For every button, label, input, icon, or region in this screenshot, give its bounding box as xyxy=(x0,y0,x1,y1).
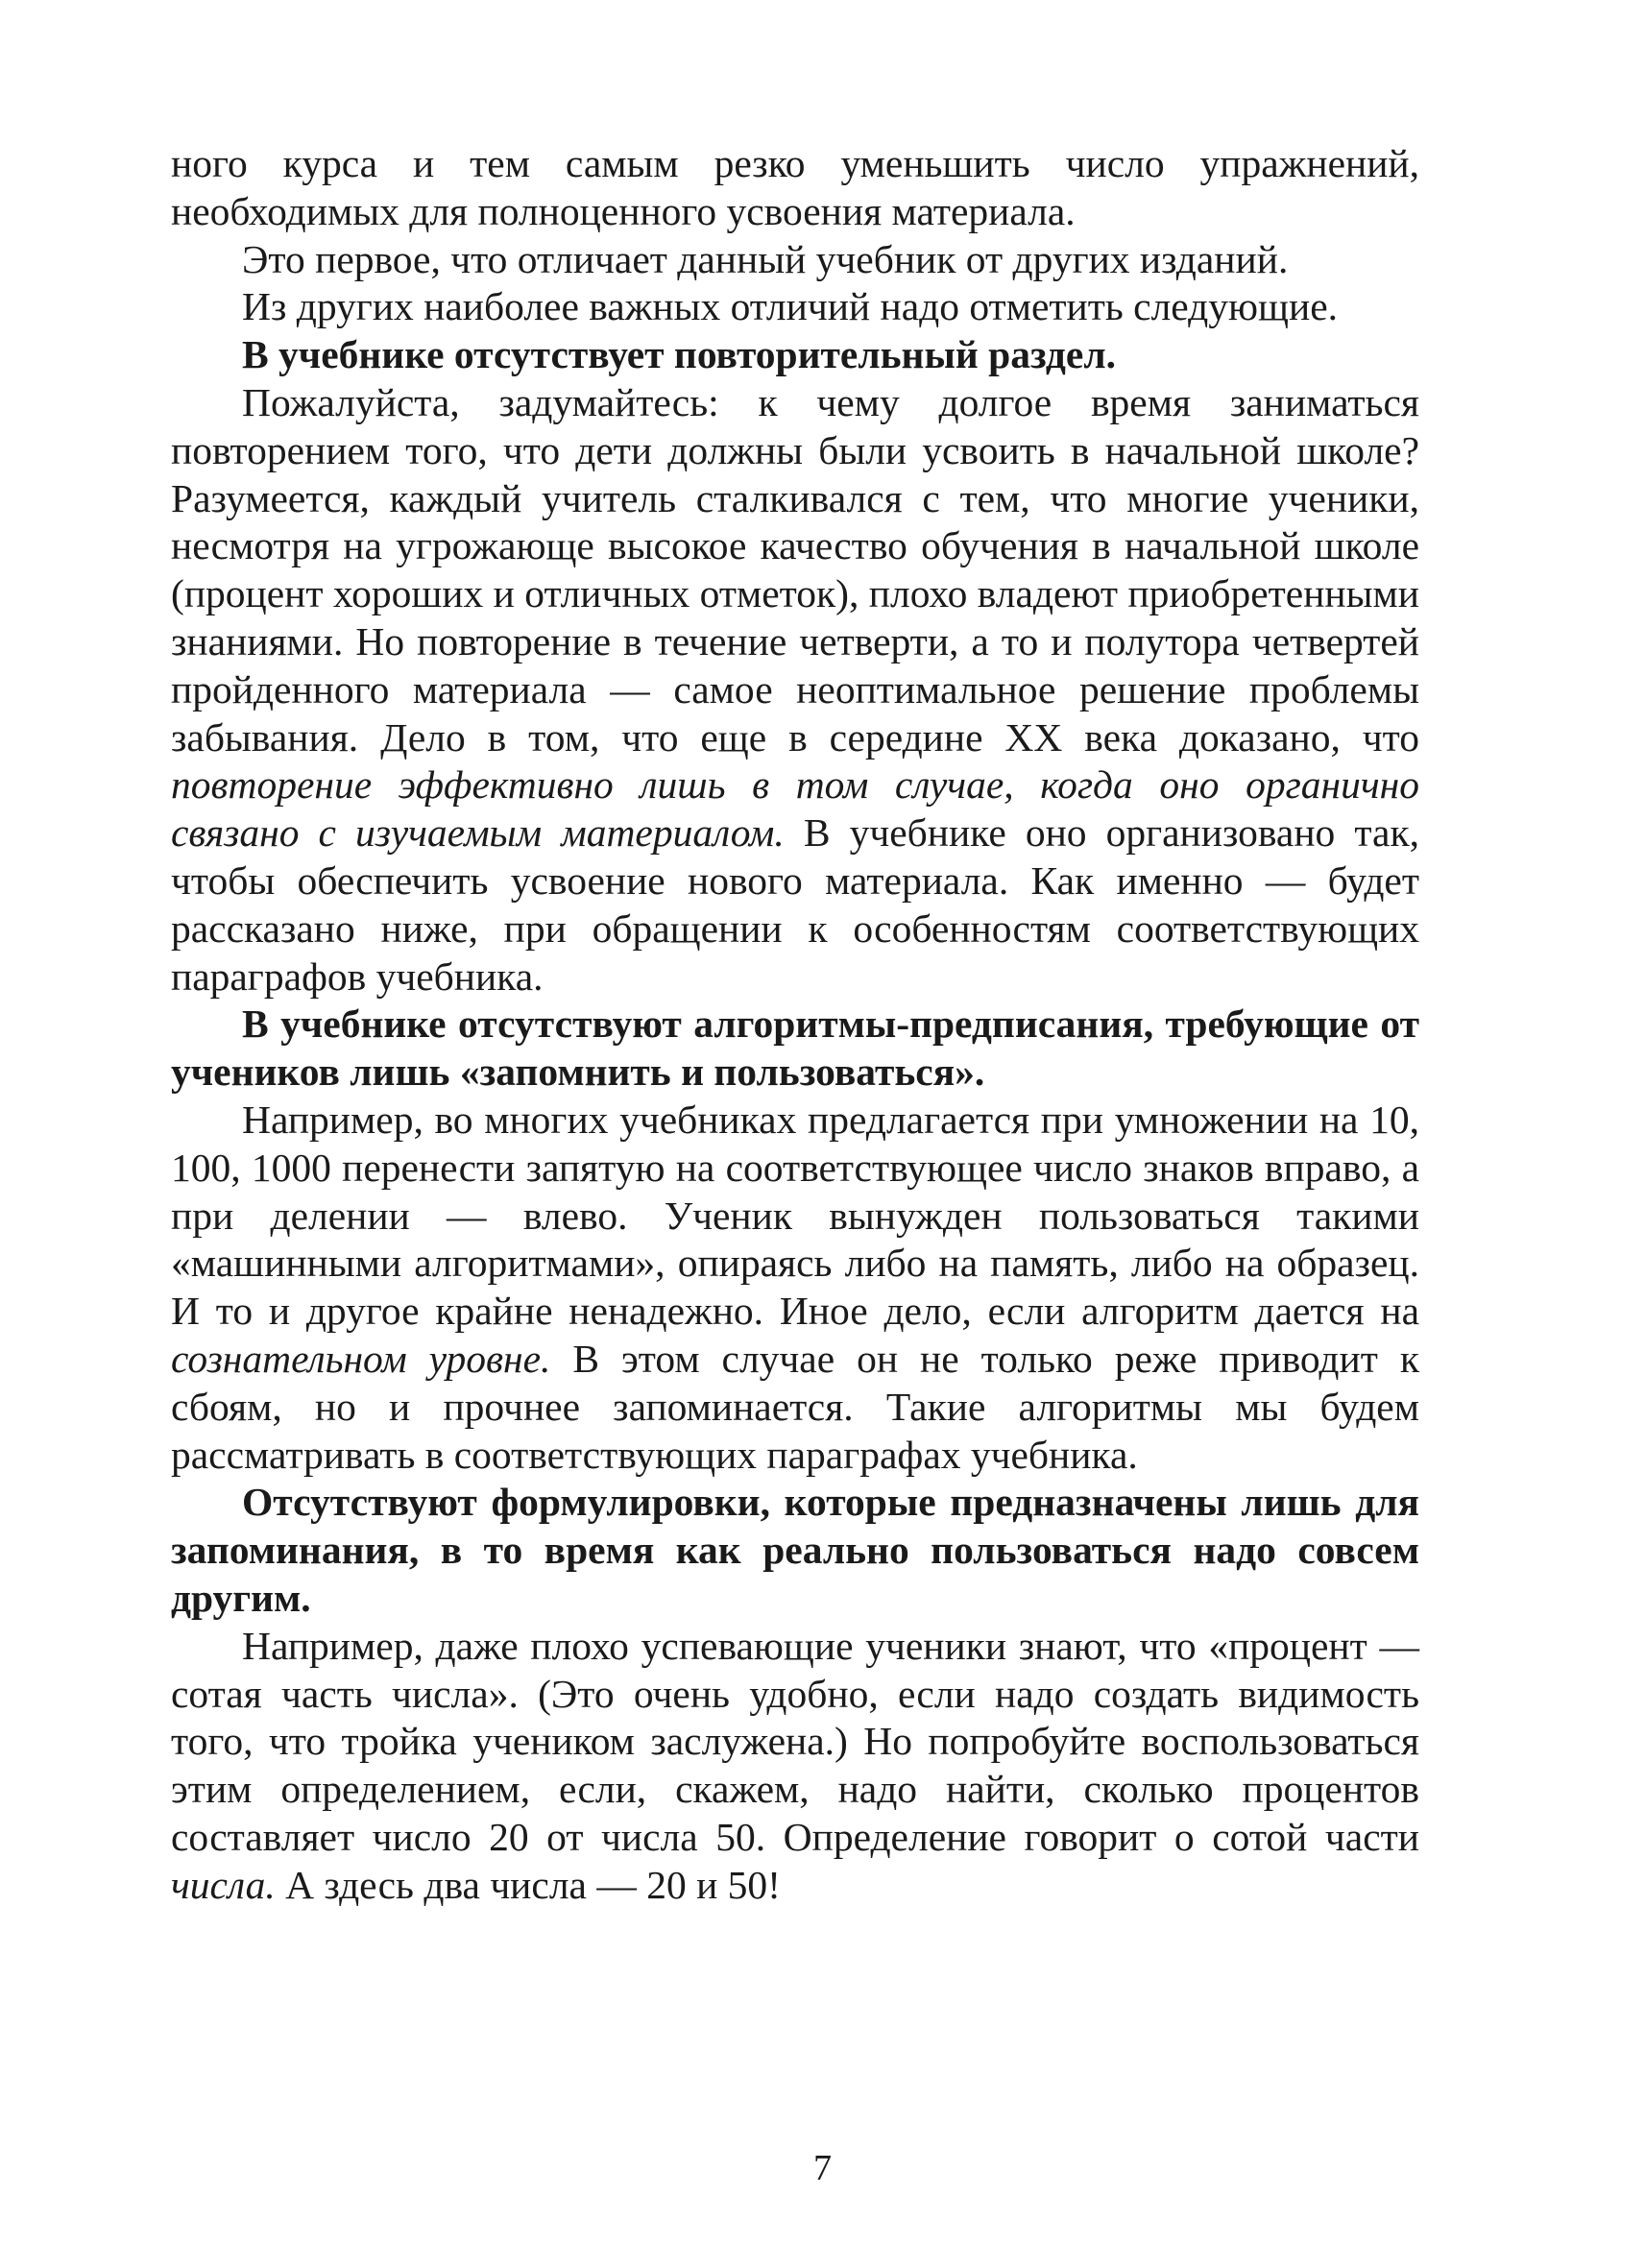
paragraph-6-text: В учебнике отсутствуют алгоритмы-предписания, требующие от учеников лишь «запомнить и пользоваться». xyxy=(171,1001,1419,1095)
paragraph-1-text: ного курса и тем самым резко уменьшить число упражнений, необходимых для полноценного усвоения материала. xyxy=(171,141,1419,233)
paragraph-3 xyxy=(171,283,1419,331)
paragraph-9-text-italic: числа. xyxy=(171,1862,276,1907)
paragraph-5-text-italic: повторение эффективно лишь в том случае, когда оно органично связано с изучаемым материалом. xyxy=(171,762,1419,856)
paragraph-9-text-a: Например, даже плохо успевающие ученики знают, что «процент — сотая часть числа». (Это очень удобно, если надо создать видимость того, что тройка учеником заслужена.) Но попробуйте воспользоваться этим определением, если, скажем, надо найти, сколько процентов составляет число 20 от числа 50. Определение говорит о сотой части xyxy=(171,1623,1419,1859)
page-number: 7 xyxy=(813,2148,832,2188)
paragraph-5-text-a: Пожалуйста, задумайтесь: к чему долгое время заниматься повторением того, что дети должны были усвоить в начальной школе? Разумеется, каждый учитель сталкивался с тем, что многие ученики, несмотря на угрожающе высокое качество обучения в начальной школе (процент хороших и отличных отметок), плохо владеют приобретенными знаниями. Но повторение в течение четверти, а то и полутора четвертей пройденного материала — самое неоптимальное решение проблемы забывания. Дело в том, что еще в середине XX века доказано, что xyxy=(171,379,1419,760)
paragraph-5-text-b: В учебнике оно организовано так, чтобы обеспечить усвоение нового материала. Как именно — будет рассказано ниже, при обращении к особенностям соответствующих параграфов учебника. xyxy=(171,810,1419,999)
paragraph-5 xyxy=(171,379,1419,1001)
paragraph-8-text: Отсутствуют формулировки, которые предназначены лишь для запоминания, в то время как реально пользоваться надо совсем другим. xyxy=(171,1480,1419,1620)
paragraph-7-text-italic: сознательном уровне. xyxy=(171,1336,551,1381)
paragraph-2 xyxy=(171,236,1419,284)
paragraph-6-heading xyxy=(171,1001,1419,1097)
paragraph-3-text: Из других наиболее важных отличий надо отметить следующие. xyxy=(242,284,1338,329)
paragraph-4-heading xyxy=(171,331,1419,379)
paragraph-1 xyxy=(171,140,1419,236)
paragraph-7-text-b: В этом случае он не только реже приводит к сбоям, но и прочнее запоминается. Такие алгоритмы мы будем рассматривать в соответствующих параграфах учебника. xyxy=(171,1336,1419,1477)
paragraph-9 xyxy=(171,1623,1419,1910)
paragraph-8-heading xyxy=(171,1479,1419,1622)
paragraph-2-text: Это первое, что отличает данный учебник от других изданий. xyxy=(242,236,1289,281)
paragraph-4-text: В учебнике отсутствует повторительный раздел. xyxy=(242,332,1116,377)
page-body xyxy=(171,140,1419,1909)
paragraph-7-text-a: Например, во многих учебниках предлагается при умножении на 10, 100, 1000 перенести запятую на соответствующее число знаков вправо, а при делении — влево. Ученик вынужден пользоваться такими «машинными алгоритмами», опираясь либо на память, либо на образец. И то и другое крайне ненадежно. Иное дело, если алгоритм дается на xyxy=(171,1097,1419,1334)
paragraph-7 xyxy=(171,1097,1419,1479)
paragraph-9-text-b: А здесь два числа — 20 и 50! xyxy=(275,1862,781,1907)
